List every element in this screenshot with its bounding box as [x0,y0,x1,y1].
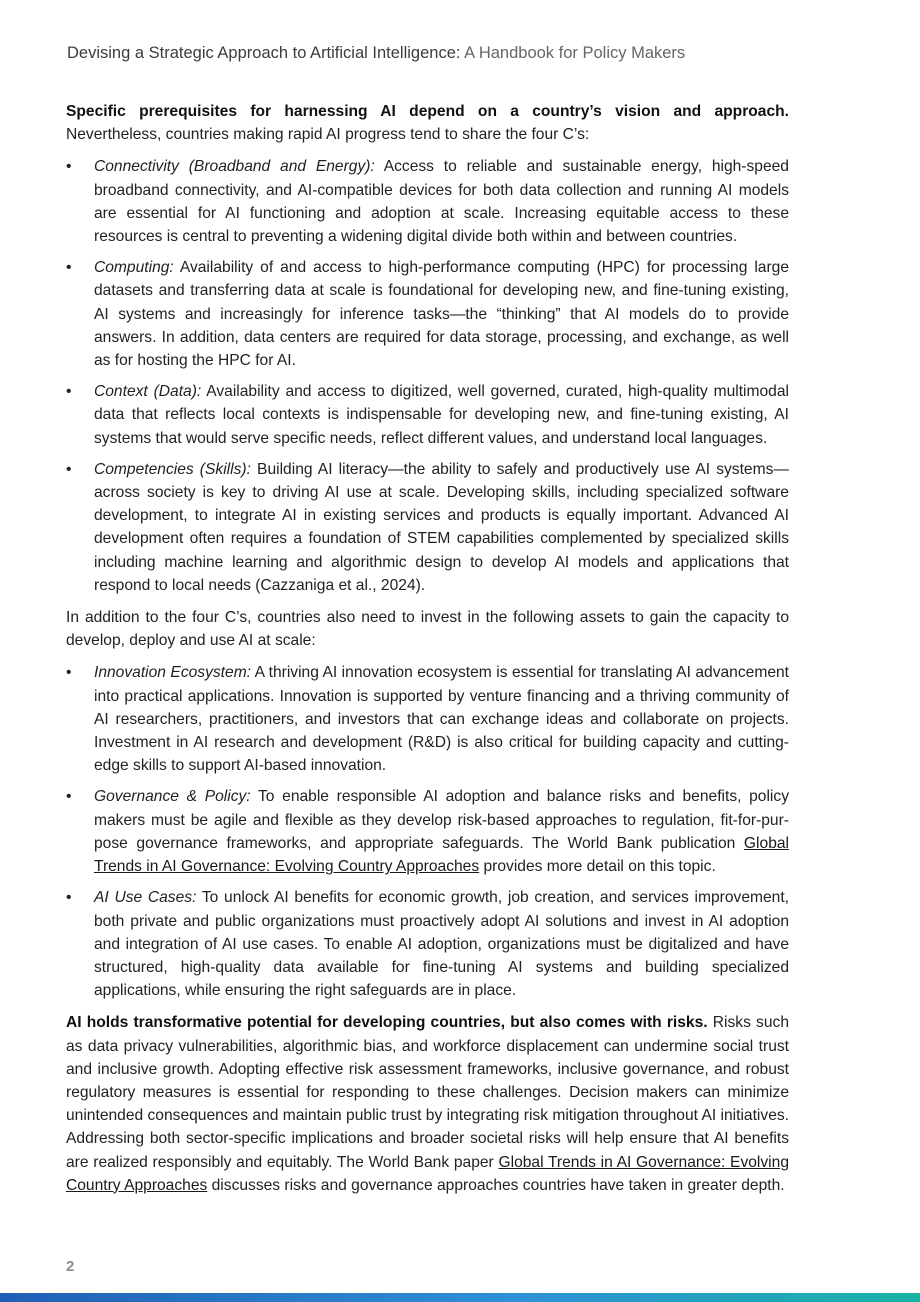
item-term: Connectivity (Broadband and Energy): [94,158,375,176]
risks-text: Risks such as data privacy vulnerabilities, algorithmic bias, and workforce displacement can undermine social trust and inclusive growth. Adopting effective risk assessment frameworks, inclusive governance, and robust regulatory measures is essential for responding to these challenges. Decision makers can minimize unintended consequences and maintain public trust by integrating risk mitigation throughout AI initiatives. Addressing both sector-specific implications and broader societal risks will help ensure that AI benefits are realized responsibly and equitably. The World Bank paper [66,1014,789,1171]
item-term: Competencies (Skills): [94,460,251,478]
assets-list [66,661,789,1002]
bullet-icon: • [66,383,72,401]
page-body [66,100,789,1206]
risks-text-after: discusses risks and governance approaches countries have taken in greater depth. [207,1176,785,1194]
header-subtitle: A Handbook for Policy Makers [460,44,686,62]
item-text-after: provides more detail on this topic. [479,858,716,876]
assets-intro: In addition to the four C’s, countries also need to invest in the following assets to gain the capacity to develop, deploy and use AI at scale: [66,609,789,650]
item-text: A thriving AI innovation ecosystem is essential for translating AI advancement into practical applications. Innovation is supported by venture financing and a thriving community of AI researchers, practitioners, and investors that can exchange ideas and collaborate on projects. Investment in AI research and development (R&D) is also critical for building capacity and cutting-edge skills to support AI-based innovation. [94,664,789,775]
bullet-icon: • [66,158,72,176]
item-text: Availability and access to digitized, well governed, curated, high-quality multimodal data that reflects local contexts is indispensable for developing new, and fine-tuning existing, AI systems that would serve specific needs, reflect different values, and understand local languages. [94,383,789,447]
governance-report-link[interactable]: Global Trends in AI Governance: Evolving Country Approaches [94,834,789,876]
list-item-innovation [66,661,789,777]
item-text: Access to reliable and sustainable energy, high-speed broadband connectivity, and AI-compatible devices for both data collection and running AI models are essential for AI functioning and adoption at scale. Increasing equitable access to these resources is central to preventing a widening digital divide both within and between countries. [94,158,789,246]
item-text: To unlock AI benefits for economic growth, job creation, and services improvement, both private and public organizations must proactively adopt AI solutions and invest in AI adoption and integration of AI use cases. To enable AI adoption, organizations must be digitalized and have structured, high-quality data available for fine-tuning AI systems and building specialized applications, while ensuring the right safeguards are in place. [94,889,789,1000]
bullet-icon: • [66,460,72,478]
list-item-context [66,380,789,450]
bullet-icon: • [66,664,72,682]
item-text: Building AI literacy—the ability to safely and productively use AI systems—across society is key to driving AI use at scale. Developing skills, including specialized software development, to integrate AI in existing services and products is equally important. Advanced AI development often requires a foundation of STEM capabilities complemented by specialized skills including machine learning and algorithmic design to develop AI models and applications that respond to local needs (Cazzaniga et al., 2024). [94,460,789,594]
header-title: Devising a Strategic Approach to Artificial Intelligence: [67,44,461,62]
item-term: Innovation Ecosystem: [94,664,252,682]
item-text: Availability of and access to high-performance computing (HPC) for processing large datasets and transferring data at scale is foundational for developing new, and fine-tuning existing, AI systems and increasingly for inference tasks—the “thinking” that AI models do to provide answers. In addition, data centers are required for data storage, processing, and exchange, as well as for hosting the HPC for AI. [94,259,789,370]
item-term: Context (Data): [94,383,202,401]
list-item-governance [66,785,789,878]
list-item-connectivity [66,155,789,248]
footer-gradient-bar [0,1293,920,1302]
intro-text: Nevertheless, countries making rapid AI progress tend to share the four C’s: [66,126,590,144]
intro-paragraph [66,100,789,146]
item-term: AI Use Cases: [94,889,197,907]
intro-lead: Specific prerequisites for harnessing AI depend on a country’s vision and approach. [66,103,789,120]
list-item-use-cases [66,886,789,1002]
four-cs-list [66,155,789,597]
bullet-icon: • [66,889,72,907]
item-term: Computing: [94,259,174,277]
list-item-computing [66,256,789,372]
list-item-competencies [66,458,789,597]
page-number: 2 [66,1258,75,1275]
bullet-icon: • [66,788,72,806]
item-term: Governance & Policy: [94,788,251,806]
governance-paper-link[interactable]: Global Trends in AI Governance: Evolving Country Approaches [66,1153,789,1194]
running-header [67,44,867,63]
risks-lead: AI holds transformative potential for developing countries, but also comes with risks. [66,1014,708,1032]
item-text: To enable responsible AI adoption and balance risks and benefits, policy makers must be agile and flexible as they develop risk-based approaches to regulation, fit-for-purpose governance frameworks, and appropriate safeguards. The World Bank publication [94,788,789,852]
bullet-icon: • [66,259,72,277]
risks-paragraph [66,1011,789,1197]
